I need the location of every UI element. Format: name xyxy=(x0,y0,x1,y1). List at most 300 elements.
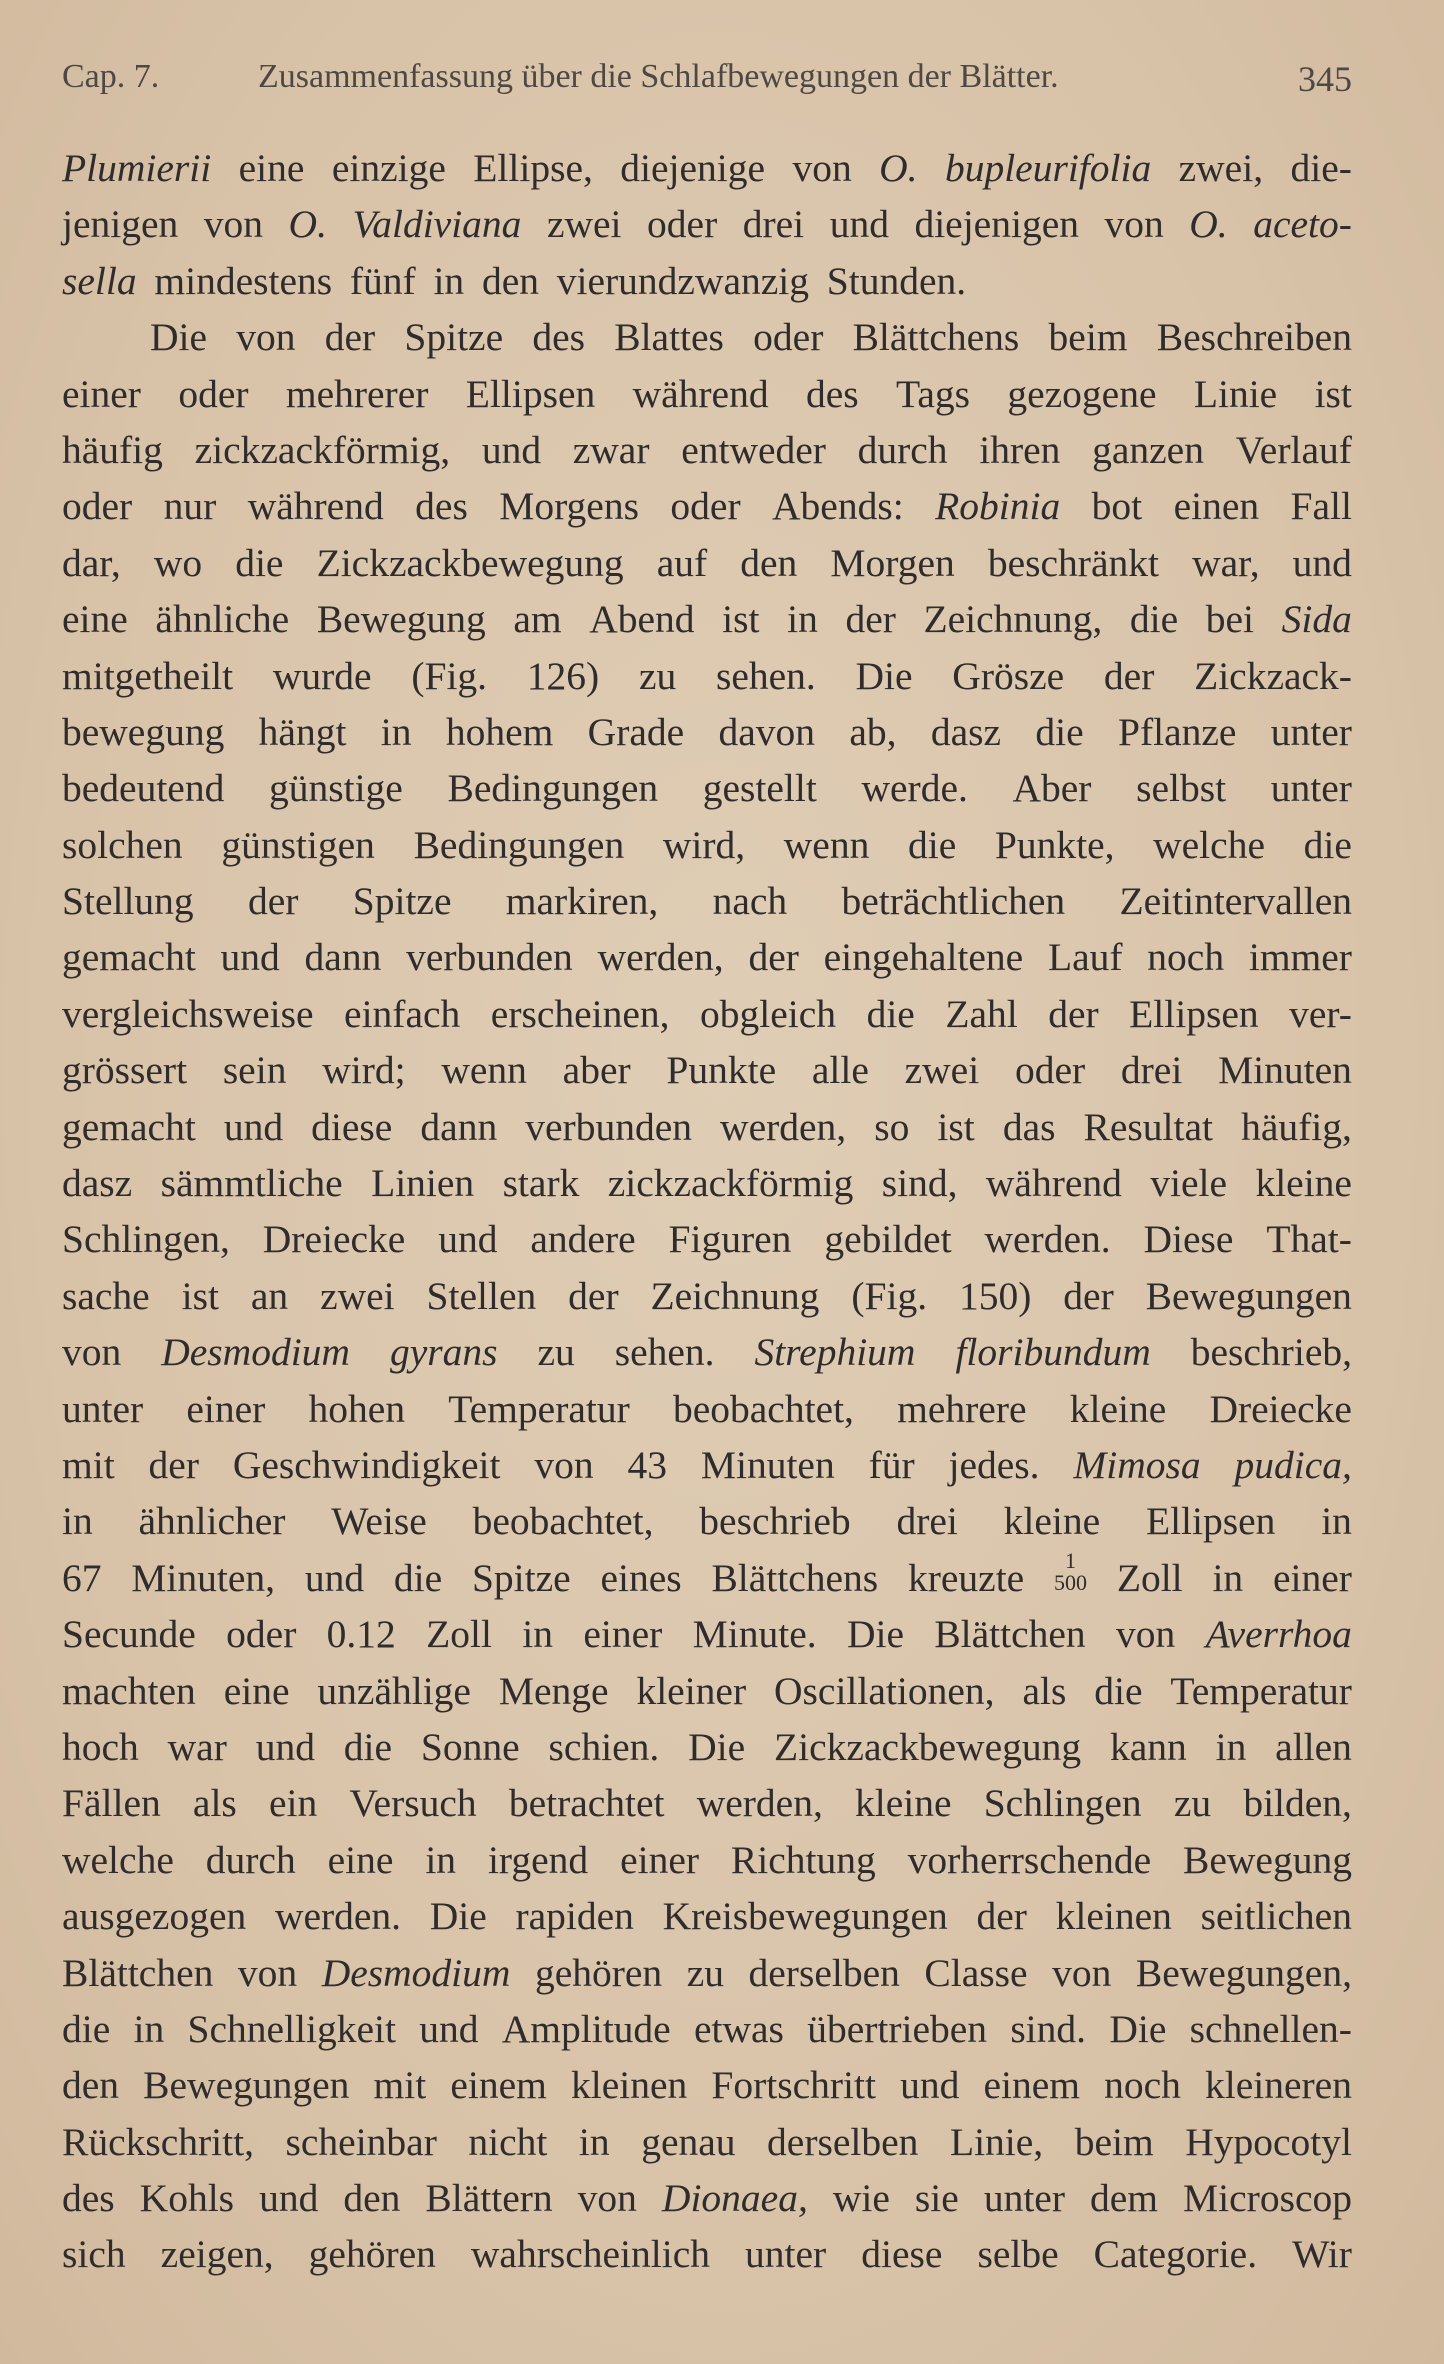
word: Kohls xyxy=(139,2176,235,2221)
word: wurde xyxy=(272,653,372,698)
word: zwar xyxy=(572,427,650,472)
word: Blättchens xyxy=(711,1555,879,1600)
word: wenn xyxy=(783,822,870,867)
word: jedes. xyxy=(948,1442,1040,1487)
word: Mimosa xyxy=(1073,1442,1201,1487)
word: sämmtliche xyxy=(160,1161,343,1206)
word: die xyxy=(393,1555,443,1600)
word: des xyxy=(62,2176,115,2221)
text-line xyxy=(62,253,1352,309)
word: nur xyxy=(163,484,217,529)
word: Morgens xyxy=(499,484,639,529)
word: in xyxy=(1212,1555,1244,1600)
word: am xyxy=(513,597,562,642)
word: der xyxy=(568,1273,619,1318)
word: mitgetheilt xyxy=(62,653,234,698)
word: die xyxy=(1094,1668,1143,1713)
word: Microscop xyxy=(1183,2176,1352,2221)
chapter-label: Cap. 7. xyxy=(62,58,160,95)
word: in xyxy=(380,709,412,754)
word: von xyxy=(1116,1612,1176,1657)
word: einfach xyxy=(344,991,461,1036)
word: eine xyxy=(327,1837,394,1882)
word: Minuten xyxy=(1218,1048,1352,1093)
word: Punkte xyxy=(666,1048,777,1093)
word: und xyxy=(481,427,542,472)
word: der xyxy=(1048,991,1099,1036)
word: Zickzackbewegung xyxy=(774,1724,1082,1769)
word: beobachtet, xyxy=(672,1386,854,1431)
word: häufig xyxy=(62,427,163,472)
word: dasz xyxy=(930,709,1002,754)
word: floribundum xyxy=(955,1330,1151,1375)
word: bei xyxy=(1205,597,1255,642)
word: Oscillationen, xyxy=(774,1668,995,1713)
word: ähnliche xyxy=(155,597,290,642)
word: werden, xyxy=(696,1781,823,1826)
word: gemacht xyxy=(62,1104,196,1149)
word: Sida xyxy=(1281,597,1352,642)
word: Robinia xyxy=(935,484,1061,529)
word: beobachtet, xyxy=(472,1499,654,1544)
word: den xyxy=(343,2176,401,2221)
word: oder xyxy=(753,315,824,360)
text-line xyxy=(62,196,1352,252)
word: Desmodium xyxy=(321,1950,511,1995)
word: zickzackförmig xyxy=(607,1161,854,1206)
word: einem xyxy=(983,2063,1080,2108)
word: Zoll xyxy=(426,1612,492,1657)
word: in xyxy=(578,2119,610,2164)
word: oder xyxy=(647,202,718,247)
word: Die xyxy=(855,653,913,698)
word: und xyxy=(223,1104,284,1149)
word: Minuten, xyxy=(131,1555,276,1600)
word: der xyxy=(976,1894,1027,1939)
word: so xyxy=(874,1104,910,1149)
word: einer xyxy=(186,1386,266,1431)
word: Grade xyxy=(587,709,685,754)
word: Amplitude xyxy=(501,2006,671,2051)
text-line xyxy=(62,535,1352,591)
word: oder xyxy=(1014,1048,1086,1093)
word: durch xyxy=(857,427,948,472)
word: Lauf xyxy=(1047,935,1123,980)
word: Schnelligkeit xyxy=(187,2006,396,2051)
word: ein xyxy=(268,1781,318,1826)
word: eines xyxy=(600,1555,682,1600)
text-line xyxy=(62,2001,1352,2057)
word: noch xyxy=(1147,935,1225,980)
word: Blättern xyxy=(425,2176,553,2221)
word: auf xyxy=(656,540,708,585)
word: zu xyxy=(686,1950,724,1995)
word: Tags xyxy=(895,371,970,416)
word: dasz xyxy=(62,1161,133,1206)
word: durch xyxy=(205,1837,296,1882)
word: solchen xyxy=(62,822,183,867)
text-line xyxy=(62,2057,1352,2113)
word: kleinen xyxy=(1055,1894,1172,1939)
word: der xyxy=(148,1442,199,1487)
word: Diese xyxy=(1143,1217,1234,1262)
text-line xyxy=(62,1437,1352,1493)
word: Versuch xyxy=(349,1781,477,1826)
word: mit xyxy=(373,2063,427,2108)
word: Blattes xyxy=(614,315,724,360)
word: beschrieb xyxy=(699,1499,851,1544)
word: in xyxy=(522,1612,554,1657)
word: und xyxy=(900,2063,960,2108)
word: der xyxy=(748,935,799,980)
word: Figuren xyxy=(668,1217,792,1262)
word: pudica, xyxy=(1234,1442,1352,1487)
word: und xyxy=(304,1555,365,1600)
text-line xyxy=(62,1663,1352,1719)
word: vorherrschende xyxy=(907,1837,1152,1882)
text-line xyxy=(62,1042,1352,1098)
word: kleine xyxy=(855,1781,952,1826)
text-line xyxy=(62,1547,1352,1606)
word: (Fig. xyxy=(411,653,488,698)
word: wenn xyxy=(441,1048,527,1093)
word: dem xyxy=(1090,2176,1159,2221)
word: gehören xyxy=(308,2232,436,2277)
word: ausgezogen xyxy=(62,1894,247,1939)
word: an xyxy=(250,1273,289,1318)
word: Ellipse, xyxy=(473,146,593,190)
word: diejenige xyxy=(620,146,766,190)
word: des xyxy=(415,484,468,529)
word: Temperatur xyxy=(448,1386,630,1431)
word: Schlingen xyxy=(983,1781,1142,1826)
word: Dionaea, xyxy=(661,2176,808,2221)
word: 126) xyxy=(526,653,600,698)
word: in xyxy=(425,1837,457,1882)
word: unter xyxy=(1270,766,1352,811)
word: diese xyxy=(311,1104,393,1149)
word: verbunden xyxy=(406,935,573,980)
text-line xyxy=(62,2226,1352,2282)
word: Zeitintervallen xyxy=(1119,879,1352,924)
word: ist xyxy=(1314,371,1352,416)
word: Plumierii xyxy=(62,146,212,190)
word: Valdiviana xyxy=(352,202,522,247)
word: oder xyxy=(62,484,133,529)
word: wird; xyxy=(322,1048,406,1093)
word: eine xyxy=(62,597,128,642)
text-line xyxy=(62,1775,1352,1831)
word: Stellung xyxy=(62,879,194,924)
word: zickzackförmig, xyxy=(194,427,451,472)
word: wahrscheinlich xyxy=(470,2232,711,2277)
word: einer xyxy=(62,371,141,416)
word: Zoll xyxy=(1116,1555,1183,1600)
word: ab, xyxy=(849,709,897,754)
word: Fortschritt xyxy=(711,2063,876,2108)
text-line xyxy=(62,1155,1352,1211)
text-line xyxy=(62,1493,1352,1549)
word: grössert xyxy=(62,1048,188,1093)
word: schien. xyxy=(548,1724,660,1769)
word: als xyxy=(192,1781,237,1826)
word: etwas xyxy=(693,2006,784,2051)
word: Fall xyxy=(1290,484,1352,529)
word: Punkte, xyxy=(994,822,1115,867)
word: ähnlicher xyxy=(138,1499,286,1544)
word: Spitze xyxy=(471,1555,571,1600)
word: werden, xyxy=(597,935,724,980)
text-line xyxy=(62,648,1352,704)
word: Minuten xyxy=(700,1442,835,1487)
word: sie xyxy=(914,2176,959,2221)
word: Zeichnung, xyxy=(923,597,1103,642)
word: seitlichen xyxy=(1200,1894,1352,1939)
word: Zickzackbewegung xyxy=(316,540,624,585)
word: die xyxy=(343,1724,393,1769)
word: beschrieb, xyxy=(1190,1330,1352,1375)
word: Blättchen xyxy=(934,1612,1086,1657)
word: sache xyxy=(62,1273,150,1318)
word: sehen. xyxy=(715,653,816,698)
word: Bewegungen xyxy=(1145,1273,1352,1318)
text-line xyxy=(62,309,1352,365)
word: und xyxy=(829,202,889,247)
word: Categorie. xyxy=(1093,2232,1258,2277)
word: Pflanze xyxy=(1117,709,1237,754)
word: Hypocotyl xyxy=(1185,2119,1352,2164)
word: den xyxy=(481,258,539,303)
word: häufig, xyxy=(1241,1104,1352,1149)
word: vierundzwanzig xyxy=(556,258,810,303)
running-title: Zusammenfassung über die Schlafbewegungen der Blätter. xyxy=(258,58,1059,95)
word: Ellipsen xyxy=(465,371,596,416)
running-header xyxy=(62,58,1352,108)
word: davon xyxy=(718,709,816,754)
word: markiren, xyxy=(505,879,659,924)
word: erscheinen, xyxy=(490,991,670,1036)
word: 67 xyxy=(62,1555,102,1600)
word: rapiden xyxy=(515,1894,634,1939)
word: Die xyxy=(429,1894,487,1939)
word: zwei xyxy=(904,1048,980,1093)
word: fünf xyxy=(349,258,416,303)
word: mehrere xyxy=(897,1386,1027,1431)
word: ist xyxy=(181,1273,219,1318)
word: Zeichnung xyxy=(650,1273,820,1318)
word: Sonne xyxy=(420,1724,520,1769)
word: in xyxy=(133,2006,165,2051)
text-line xyxy=(62,2170,1352,2226)
word: alle xyxy=(811,1048,869,1093)
word: sella xyxy=(62,258,137,303)
word: Linie, xyxy=(949,2119,1044,2164)
word: in xyxy=(62,1499,93,1544)
word: machten xyxy=(62,1668,196,1713)
word: beschränkt xyxy=(987,540,1159,585)
word: zeigen, xyxy=(160,2232,274,2277)
word: Dreiecke xyxy=(262,1217,406,1262)
word: einer xyxy=(1272,1555,1352,1600)
word: ver- xyxy=(1289,991,1352,1036)
word: von xyxy=(792,146,852,190)
word: der xyxy=(845,597,896,642)
word: von xyxy=(1104,202,1164,247)
word: von xyxy=(534,1442,594,1487)
word: Minute. xyxy=(692,1612,817,1657)
word: ihren xyxy=(979,427,1061,472)
word: bot xyxy=(1091,484,1143,529)
word: betrachtet xyxy=(508,1781,665,1826)
word: sein xyxy=(222,1048,287,1093)
word: O. xyxy=(879,146,918,190)
text-line xyxy=(62,817,1352,873)
text-line xyxy=(62,1945,1352,2001)
word: kleinen xyxy=(570,2063,688,2108)
word: hängt xyxy=(258,709,347,754)
word: war, xyxy=(1192,540,1260,585)
word: die xyxy=(866,991,915,1036)
word: sich xyxy=(62,2232,126,2277)
word: gebildet xyxy=(824,1217,952,1262)
word: und xyxy=(1292,540,1352,585)
word: O. xyxy=(1189,202,1228,247)
word: Fällen xyxy=(62,1781,161,1826)
word: unter xyxy=(745,2232,827,2277)
word: unter xyxy=(62,1386,144,1431)
word: nach xyxy=(712,879,788,924)
word: den xyxy=(62,2063,120,2108)
word: Classe xyxy=(924,1950,1028,1995)
word: Die xyxy=(846,1612,904,1657)
word: einer xyxy=(583,1612,663,1657)
text-line xyxy=(62,873,1352,929)
word: Spitze xyxy=(352,879,452,924)
word: Beschreiben xyxy=(1156,315,1352,360)
word: Zahl xyxy=(945,991,1018,1036)
word: Spitze xyxy=(404,315,504,360)
word: Resultat xyxy=(1083,1104,1213,1149)
text-line xyxy=(62,422,1352,478)
word: nicht xyxy=(468,2119,548,2164)
word: mindestens xyxy=(154,258,333,303)
word: Schlingen, xyxy=(62,1217,230,1262)
word: sind, xyxy=(881,1161,958,1206)
word: die xyxy=(907,822,957,867)
word: noch xyxy=(1104,2063,1181,2108)
word: allen xyxy=(1275,1724,1352,1769)
word: die xyxy=(62,2006,111,2051)
word: einem xyxy=(450,2063,547,2108)
word: gehören xyxy=(534,1950,663,1995)
word: Stunden. xyxy=(826,258,967,303)
word: dann xyxy=(420,1104,498,1149)
word: der xyxy=(248,879,299,924)
word: hoch xyxy=(62,1724,139,1769)
word: verbunden xyxy=(525,1104,692,1149)
word: Bedingungen xyxy=(413,822,625,867)
word: Grösze xyxy=(952,653,1065,698)
word: drei xyxy=(896,1499,958,1544)
word: Ellipsen xyxy=(1129,991,1259,1036)
word: beträchtlichen xyxy=(841,879,1066,924)
word: (Fig. xyxy=(851,1273,928,1318)
page-number: 345 xyxy=(1298,59,1352,99)
word: die xyxy=(1129,597,1179,642)
text-line xyxy=(62,591,1352,647)
word: kleine xyxy=(1255,1161,1352,1206)
word: Geschwindigkeit xyxy=(232,1442,501,1487)
word: oder xyxy=(178,371,249,416)
word: und xyxy=(220,935,280,980)
word: in xyxy=(787,597,818,642)
text-line xyxy=(62,1381,1352,1437)
word: scheinbar xyxy=(285,2119,437,2164)
word: Die xyxy=(150,315,208,360)
word: von xyxy=(1052,1950,1112,1995)
word: Strephium xyxy=(754,1330,916,1375)
text-line xyxy=(62,140,1352,196)
word: des xyxy=(532,315,585,360)
word: den xyxy=(740,540,798,585)
word: Bewegung xyxy=(1183,1837,1352,1882)
word: und xyxy=(255,1724,315,1769)
word: unzählige xyxy=(317,1668,471,1713)
word: Linie xyxy=(1193,371,1278,416)
word: die xyxy=(1035,709,1084,754)
word: hohen xyxy=(308,1386,406,1431)
word: kreuzte xyxy=(907,1555,1025,1600)
word: Dreiecke xyxy=(1209,1386,1352,1431)
word: Linien xyxy=(371,1161,475,1206)
text-line xyxy=(62,704,1352,760)
word: derselben xyxy=(748,1950,900,1995)
word: zwei xyxy=(546,202,622,247)
word: 0.12 xyxy=(326,1612,396,1657)
word: ganzen xyxy=(1092,427,1204,472)
word: stark xyxy=(502,1161,580,1206)
word: Blättchens xyxy=(852,315,1020,360)
word: günstigen xyxy=(221,822,375,867)
word: eine xyxy=(223,1668,290,1713)
word: Morgen xyxy=(830,540,955,585)
word: die xyxy=(1303,822,1352,867)
word: für xyxy=(868,1442,915,1487)
word: selbe xyxy=(977,2232,1059,2277)
word: mehrerer xyxy=(285,371,429,416)
word: des xyxy=(805,371,859,416)
word: werden, xyxy=(720,1104,847,1149)
text-line xyxy=(62,1719,1352,1775)
word: eine xyxy=(238,146,305,190)
word: O. xyxy=(288,202,327,247)
word: bedeutend xyxy=(62,766,225,811)
word: einzige xyxy=(331,146,446,190)
word: von xyxy=(236,315,296,360)
word: beim xyxy=(1074,2119,1154,2164)
word: Aber xyxy=(1012,766,1092,811)
word: bupleurifolia xyxy=(944,146,1152,190)
word: genau xyxy=(641,2119,736,2164)
word: kleineren xyxy=(1205,2063,1352,2108)
word: Bewegungen xyxy=(143,2063,350,2108)
word: Die xyxy=(688,1724,746,1769)
text-line xyxy=(62,929,1352,985)
word: immer xyxy=(1248,935,1352,980)
word: von xyxy=(577,2176,637,2221)
word: derselben xyxy=(767,2119,919,2164)
word: wo xyxy=(153,540,203,585)
